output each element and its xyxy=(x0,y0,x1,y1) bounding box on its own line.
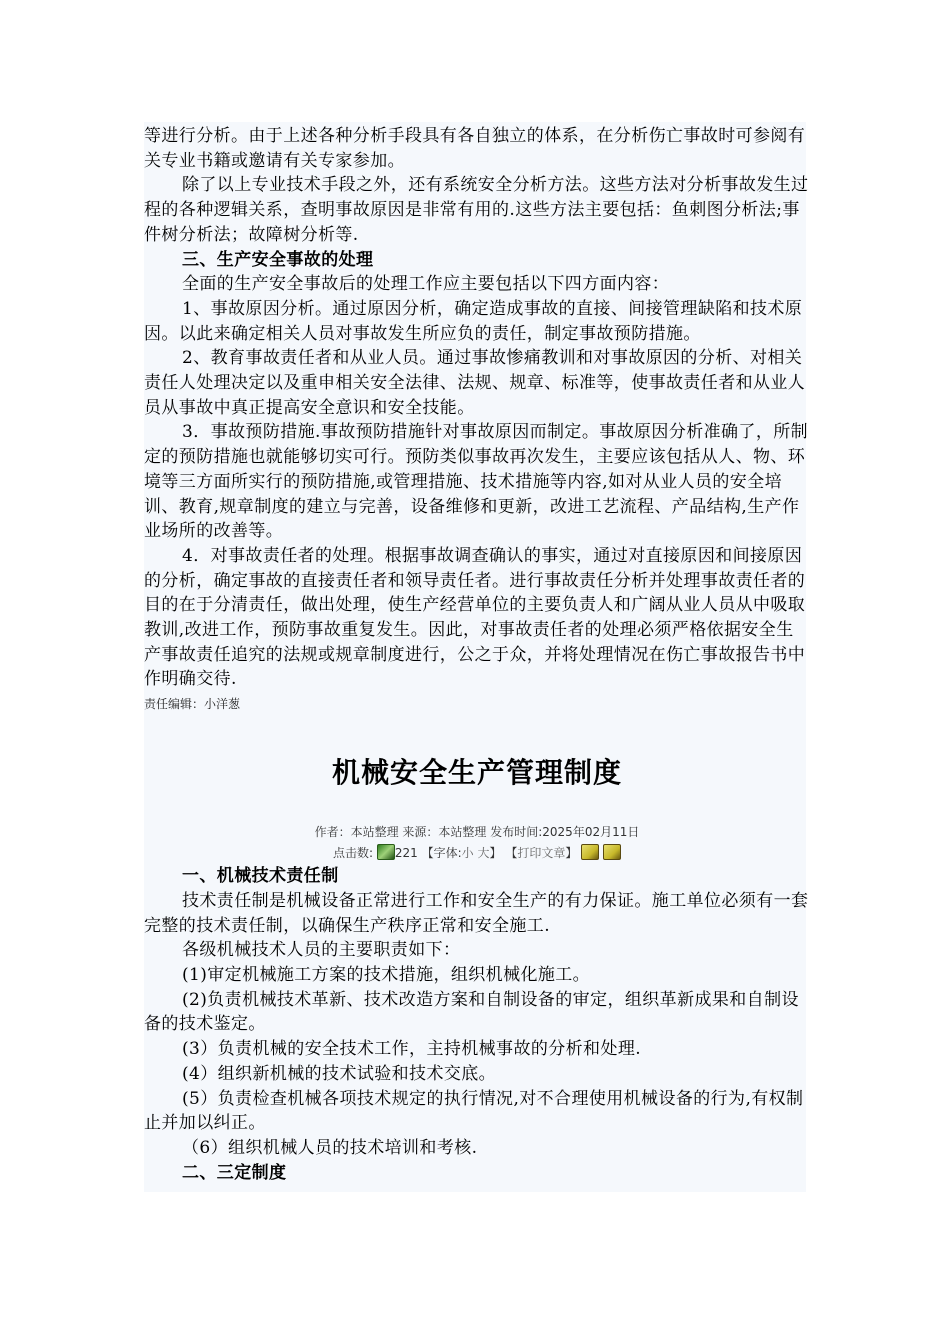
paragraph: (3）负责机械的安全技术工作，主持机械事故的分析和处理. xyxy=(182,1039,642,1060)
views-icon xyxy=(377,844,395,860)
article-toolbar xyxy=(144,842,810,864)
paragraph: (5）负责检查机械各项技术规定的执行情况,对不合理使用机械设备的行为,有权制止并加以纠正。 xyxy=(144,1088,804,1134)
font-large-link[interactable]: 大 xyxy=(477,846,490,861)
paragraph: 技术责任制是机械设备正常进行工作和安全生产的有力保证。施工单位必须有一套完整的技术责任制，以确保生产秩序正常和安全施工. xyxy=(144,890,809,936)
paragraph: (2)负责机械技术革新、技术改造方案和自制设备的审定，组织革新成果和自制设备的技术鉴定。 xyxy=(144,989,799,1035)
paragraph: 3．事故预防措施.事故预防措施针对事故原因而制定。事故原因分析准确了，所制定的预防措施也就能够切实可行。预防类似事故再次发生，主要应该包括从人、物、环境等三方面所实行的预防措施,或管理措施、技术措施等内容,如对从业人员的安全培训、教育,规章制度的建立与完善，设备维修和更新，改进工艺流程、产品结构,生产作业场所的改善等。 xyxy=(144,422,809,542)
bracket: 】 xyxy=(489,846,502,861)
font-size-label: 【字体: xyxy=(421,846,462,861)
bracket: 【 xyxy=(505,846,518,861)
clicks-label: 点击数: xyxy=(332,846,374,861)
section-heading: 三、生产安全事故的处理 xyxy=(182,249,374,270)
font-small-link[interactable]: 小 xyxy=(461,846,474,861)
editor-credit: 责任编辑：小洋葱 xyxy=(144,697,241,712)
print-tool-icon[interactable] xyxy=(603,844,621,860)
article-content xyxy=(144,124,810,1185)
article-title: 机械安全生产管理制度 xyxy=(331,756,622,790)
bracket: 】 xyxy=(565,846,578,861)
font-tool-icon[interactable] xyxy=(581,844,599,860)
paragraph: 除了以上专业技术手段之外，还有系统安全分析方法。这些方法对分析事故发生过程的各种逻辑关系，查明事故原因是非常有用的.这些方法主要包括：鱼刺图分析法;事件树分析法；故障树分析等. xyxy=(144,175,809,245)
clicks-count: 221 xyxy=(394,846,418,861)
paragraph: 1、事故原因分析。通过原因分析，确定造成事故的直接、间接管理缺陷和技术原因。以此来确定相关人员对事故发生所应负的责任，制定事故预防措施。 xyxy=(144,298,803,344)
paragraph: 各级机械技术人员的主要职责如下： xyxy=(182,940,461,961)
print-article-link[interactable]: 打印文章 xyxy=(517,846,566,861)
paragraph: (4）组织新机械的技术试验和技术交底。 xyxy=(182,1063,497,1084)
paragraph: 2、教育事故责任者和从业人员。通过事故惨痛教训和对事故原因的分析、对相关责任人处理决定以及重申相关安全法律、法规、规章、标准等，使事故责任者和从业人员从事故中真正提高安全意识和安全技能。 xyxy=(144,348,806,418)
article-meta: 作者：本站整理 来源：本站整理 发布时间:2025年02月11日 xyxy=(314,825,640,840)
section-heading: 一、机械技术责任制 xyxy=(182,866,339,887)
paragraph: （6）组织机械人员的技术培训和考核. xyxy=(182,1137,478,1158)
paragraph: 4．对事故责任者的处理。根据事故调查确认的事实，通过对直接原因和间接原因的分析，确定事故的直接责任者和领导责任者。进行事故责任分析并处理事故责任者的目的在于分清责任，做出处理，使生产经营单位的主要负责人和广阔从业人员从中吸取教训,改进工作，预防事故重复发生。因此，对事故责任者的处理必须严格依据安全生产事故责任追究的法规或规章制度进行，公之于众，并将处理情况在伤亡事故报告书中作明确交待. xyxy=(144,545,806,690)
paragraph: 等进行分析。由于上述各种分析手段具有各自独立的体系，在分析伤亡事故时可参阅有关专业书籍或邀请有关专家参加。 xyxy=(144,126,806,171)
section-heading: 二、三定制度 xyxy=(182,1162,287,1183)
paragraph: (1)审定机械施工方案的技术措施，组织机械化施工。 xyxy=(182,964,591,985)
paragraph: 全面的生产安全事故后的处理工作应主要包括以下四方面内容： xyxy=(182,274,670,295)
